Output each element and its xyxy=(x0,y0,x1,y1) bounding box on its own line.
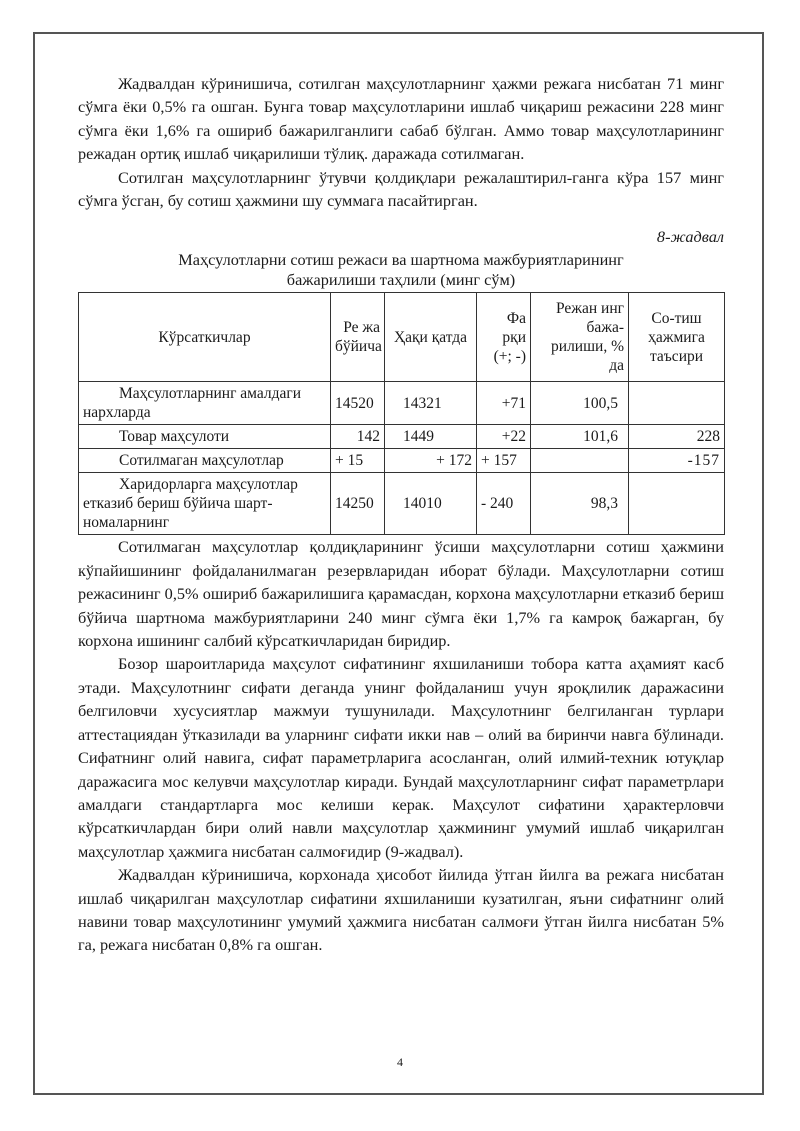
table-row xyxy=(79,425,725,449)
table-label: 8-жадвал xyxy=(656,227,724,247)
header-actual: Ҳақи қатда xyxy=(385,293,477,382)
cell-difference: +71 xyxy=(477,382,531,425)
page-content xyxy=(78,72,724,957)
row-label: Сотилмаган маҳсулотлар xyxy=(79,449,331,473)
table-row xyxy=(79,473,725,535)
cell-actual: 14010 xyxy=(385,473,477,535)
header-plan-fulfilment: Режан инг бажа-рилиши, % да xyxy=(531,293,629,382)
cell-fulfilment: 101,6 xyxy=(531,425,629,449)
cell-difference: - 240 xyxy=(477,473,531,535)
paragraph: Жадвалдан кўринишича, сотилган маҳсулотларнинг ҳажми режага нисбатан 71 минг сўмга ёки 0,5% га ошган. Бунга товар маҳсулотларини ишлаб чиқариш режасини 228 минг сўмга ёки 1,6% га ошириб бажарилганлиги сабаб бўлган. Аммо товар маҳсулотларининг режадан ортиқ ишлаб чиқарилиши тўлиқ. даражада сотилмаган. xyxy=(78,74,724,164)
page-number: 4 xyxy=(397,1055,403,1069)
table-row xyxy=(79,449,725,473)
cell-impact: 228 xyxy=(629,425,725,449)
cell-actual: 1449 xyxy=(385,425,477,449)
cell-plan: 14520 xyxy=(331,382,385,425)
table-title-line2: бажарилиши таҳлили (минг сўм) xyxy=(286,270,516,290)
cell-difference: +22 xyxy=(477,425,531,449)
row-label: Маҳсулотларнинг амалдаги нархларда xyxy=(79,382,331,425)
paragraph: Сотилмаган маҳсулотлар қолдиқларининг ўсиши маҳсулотларни сотиш ҳажмини кўпайишининг фойдаланилмаган резервларидан иборат бўлади. Маҳсулотларни сотиш режасининг 0,5% ошириб бажарилишига қарамасдан, корхона маҳсулотларни етказиб бериш бўйича шартнома мажбуриятларини 240 минг сўмга ёки 1,7% га камроқ бажарган, бу корхона ишининг салбий кўрсаткичларидан биридир. xyxy=(78,537,724,651)
table-row xyxy=(79,382,725,425)
header-sales-impact: Со-тиш ҳажмига таъсири xyxy=(629,293,725,382)
table-title-line1: Маҳсулотларни сотиш режаси ва шартнома мажбуриятларининг xyxy=(178,250,624,270)
header-plan: Ре жа бўйича xyxy=(331,293,385,382)
cell-fulfilment: 98,3 xyxy=(531,473,629,535)
header-indicators: Кўрсаткичлар xyxy=(79,293,331,382)
cell-plan: 142 xyxy=(331,425,385,449)
cell-actual: 14321 xyxy=(385,382,477,425)
cell-plan: + 15 xyxy=(331,449,385,473)
cell-impact: -157 xyxy=(629,449,725,473)
cell-impact xyxy=(629,473,725,535)
paragraph: Сотилган маҳсулотларнинг ўтувчи қолдиқлари режалаштирил-ганга кўра 157 минг сўмга ўсган, бу сотиш ҳажмини шу суммага пасайтирган. xyxy=(78,167,724,211)
cell-fulfilment: 100,5 xyxy=(531,382,629,425)
paragraph: Бозор шароитларида маҳсулот сифатининг яхшиланиши тобора катта аҳамият касб этади. Маҳсулотнинг сифати деганда унинг фойдаланиш учун яроқлилик даражасини белгиловчи хусусиятлар мажмуи тушунилади. Маҳсулотнинг белгиланган турлари аттестациядан ўтказилади ва уларнинг сифати икки нав – олий ва биринчи навга бўлинади. Сифатнинг олий навига, сифат параметрларига асосланган, олий илмий-техник ютуқлар даражасига мос келувчи маҳсулотлар киради. Бундай маҳсулотларнинг сифат параметрлари амалдаги стандартларга мос келиши керак. Маҳсулот сифатини ҳарактерловчи кўрсаткичлардан бири олий навли маҳсулотлар ҳажмининг умумий ишлаб чиқарилган маҳсулотлар ҳажмига нисбатан салмоғидир (9-жадвал). xyxy=(78,654,724,861)
header-difference: Фа рқи (+; -) xyxy=(477,293,531,382)
paragraph: Жадвалдан кўринишича, корхонада ҳисобот йилида ўтган йилга ва режага нисбатан ишлаб чиқарилган маҳсулотлар сифатини яхшиланиши кузатилган, яъни сифатнинг олий навини товар маҳсулотининг умумий ҳажмига нисбатан салмоғи ўтган йилга нисбатан 5% га, режага нисбатан 0,8% га ошган. xyxy=(78,865,724,955)
cell-fulfilment xyxy=(531,449,629,473)
cell-difference: + 157 xyxy=(477,449,531,473)
cell-plan: 14250 xyxy=(331,473,385,535)
table-header-row xyxy=(79,293,725,382)
cell-impact xyxy=(629,382,725,425)
cell-actual: + 172 xyxy=(385,449,477,473)
row-label: Товар маҳсулоти xyxy=(79,425,331,449)
row-label: Харидорларга маҳсулотлар етказиб бериш бўйича шарт-номаларнинг xyxy=(79,473,331,535)
data-table xyxy=(78,292,725,535)
